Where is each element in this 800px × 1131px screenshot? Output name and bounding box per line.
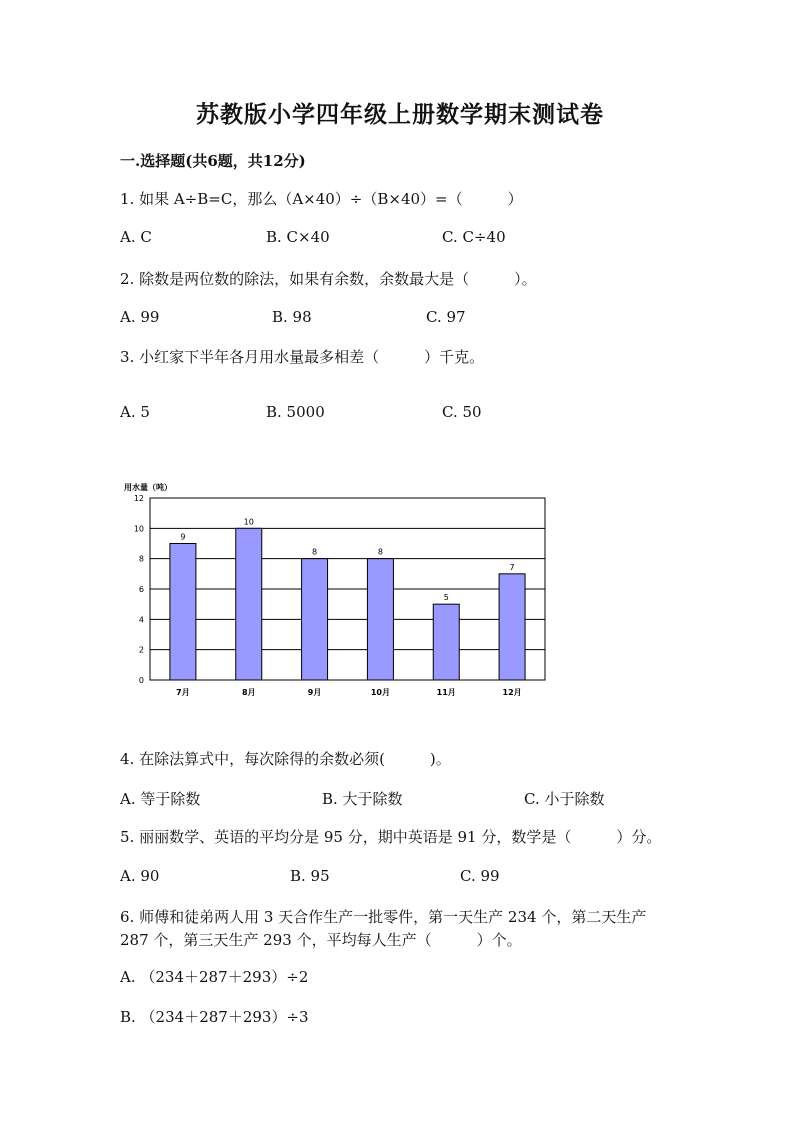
question-4-option-a[interactable]: A. 等于除数: [120, 790, 201, 808]
question-1-option-b[interactable]: B. C×40: [266, 228, 330, 246]
bar: [499, 574, 525, 680]
x-tick-label: 7月: [176, 688, 190, 697]
question-6-stem-line-2: 287 个，第三天生产 293 个，平均每人生产（ ）个。: [120, 931, 522, 949]
question-3-option-b[interactable]: B. 5000: [266, 403, 325, 421]
data-label: 10: [243, 517, 254, 527]
question-6-option-b[interactable]: B. （234＋287＋293）÷3: [120, 1008, 309, 1026]
page-title: 苏教版小学四年级上册数学期末测试卷: [196, 101, 604, 128]
question-1-option-a[interactable]: A. C: [120, 228, 152, 246]
x-tick-label: 10月: [370, 688, 390, 697]
x-tick-label: 9月: [307, 688, 322, 697]
data-label: 8: [377, 547, 383, 557]
x-tick-label: 12月: [502, 688, 522, 697]
y-tick-label: 0: [138, 676, 144, 685]
y-tick-label: 2: [138, 645, 144, 655]
question-4-stem: 4. 在除法算式中，每次除得的余数必须( )。: [120, 750, 451, 768]
bar: [170, 544, 196, 681]
y-tick-label: 8: [138, 554, 144, 564]
y-tick-label: 12: [133, 494, 144, 503]
bar: [302, 559, 328, 680]
data-label: 9: [180, 532, 186, 542]
x-tick-label: 8月: [241, 688, 256, 697]
question-6-stem-line-1: 6. 师傅和徒弟两人用 3 天合作生产一批零件，第一天生产 234 个，第二天生产: [120, 908, 647, 926]
question-3-option-a[interactable]: A. 5: [120, 403, 150, 421]
question-2-option-a[interactable]: A. 99: [120, 308, 160, 326]
question-6-option-a[interactable]: A. （234＋287＋293）÷2: [120, 968, 309, 986]
data-label: 7: [509, 562, 515, 572]
question-2-stem: 2. 除数是两位数的除法，如果有余数，余数最大是（ ）。: [120, 270, 537, 288]
question-1-option-c[interactable]: C. C÷40: [442, 228, 506, 246]
x-tick-label: 11月: [436, 688, 456, 697]
question-3-stem: 3. 小红家下半年各月用水量最多相差（ ）千克。: [120, 348, 485, 366]
question-5-option-a[interactable]: A. 90: [120, 867, 160, 885]
question-2-option-c[interactable]: C. 97: [426, 308, 466, 326]
data-label: 5: [443, 593, 449, 603]
question-1-stem: 1. 如果 A÷B=C，那么（A×40）÷（B×40）=（ ）: [120, 190, 523, 208]
y-tick-label: 6: [138, 585, 144, 594]
question-5-option-b[interactable]: B. 95: [290, 867, 330, 885]
question-2-option-b[interactable]: B. 98: [272, 308, 312, 326]
question-5-option-c[interactable]: C. 99: [460, 867, 500, 885]
y-tick-label: 4: [138, 615, 144, 625]
bar: [367, 559, 393, 680]
y-tick-label: 10: [133, 524, 144, 534]
bar: [236, 528, 262, 680]
question-3-option-c[interactable]: C. 50: [442, 403, 482, 421]
water-usage-bar-chart: [120, 478, 560, 708]
data-label: 8: [312, 547, 318, 557]
y-axis-label: 用水量（吨）: [124, 483, 172, 492]
question-4-option-b[interactable]: B. 大于除数: [322, 790, 403, 808]
bar: [433, 604, 459, 680]
section-heading: 一.选择题(共6题，共12分): [120, 152, 306, 170]
question-4-option-c[interactable]: C. 小于除数: [524, 790, 605, 808]
question-5-stem: 5. 丽丽数学、英语的平均分是 95 分，期中英语是 91 分，数学是（ ）分。: [120, 828, 662, 846]
